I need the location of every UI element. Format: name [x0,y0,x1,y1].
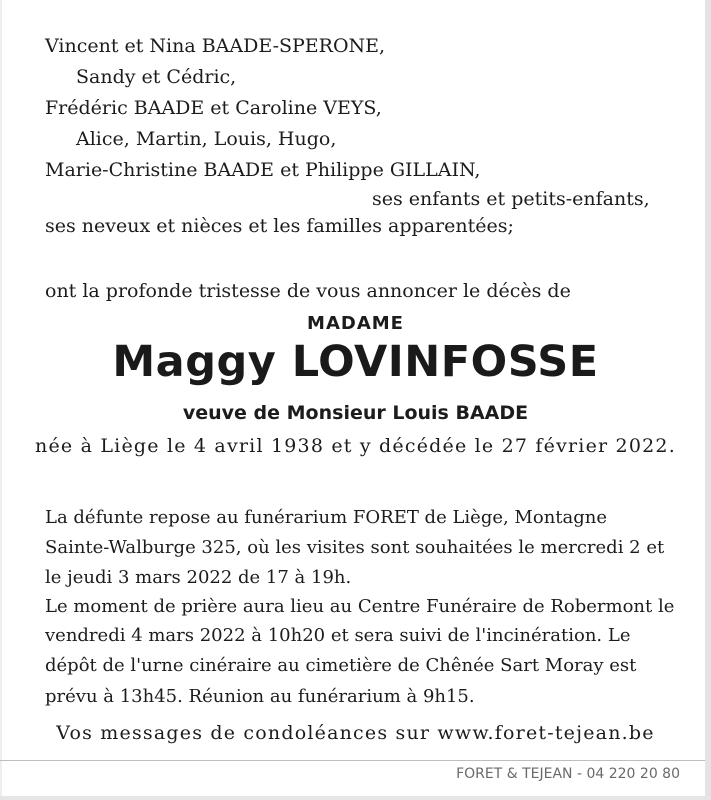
details-line: dépôt de l'urne cinéraire au cimetière de Chênée Sart Moray est [45,655,637,676]
footer-divider [0,760,705,761]
footer-credit: FORET & TEJEAN - 04 220 20 80 [456,766,680,782]
deceased-name: Maggy LOVINFOSSE [112,337,599,387]
condolences-link: Vos messages de condoléances sur www.foret-tejean.be [56,722,655,744]
family-line: Sandy et Cédric, [76,66,237,88]
family-line: Alice, Martin, Louis, Hugo, [76,128,337,150]
details-line: le jeudi 3 mars 2022 de 17 à 19h. [45,567,352,588]
frame-right-border [705,0,711,800]
family-relation: ses enfants et petits-enfants, [372,188,650,210]
family-line: Marie-Christine BAADE et Philippe GILLAIN, [45,159,481,181]
frame-bottom-border [0,796,711,800]
honorific-title: MADAME [307,313,404,334]
widow-of: veuve de Monsieur Louis BAADE [182,402,529,424]
details-line: vendredi 4 mars 2022 à 10h20 et sera suivi de l'incinération. Le [45,625,631,646]
family-line: Frédéric BAADE et Caroline VEYS, [45,97,382,119]
details-line: prévu à 13h45. Réunion au funérarium à 9h15. [45,686,475,707]
details-line: Le moment de prière aura lieu au Centre Funéraire de Robermont le [45,596,675,617]
announcement-intro: ont la profonde tristesse de vous annoncer le décès de [45,280,571,302]
frame-left-border [0,0,2,800]
family-line: Vincent et Nina BAADE-SPERONE, [45,35,386,57]
details-line: La défunte repose au funérarium FORET de Liège, Montagne [45,507,608,528]
birth-death-dates: née à Liège le 4 avril 1938 et y décédée le 27 février 2022. [35,435,676,457]
details-line: Sainte-Walburge 325, où les visites sont souhaitées le mercredi 2 et [45,537,665,558]
family-line: ses neveux et nièces et les familles apparentées; [45,215,514,237]
